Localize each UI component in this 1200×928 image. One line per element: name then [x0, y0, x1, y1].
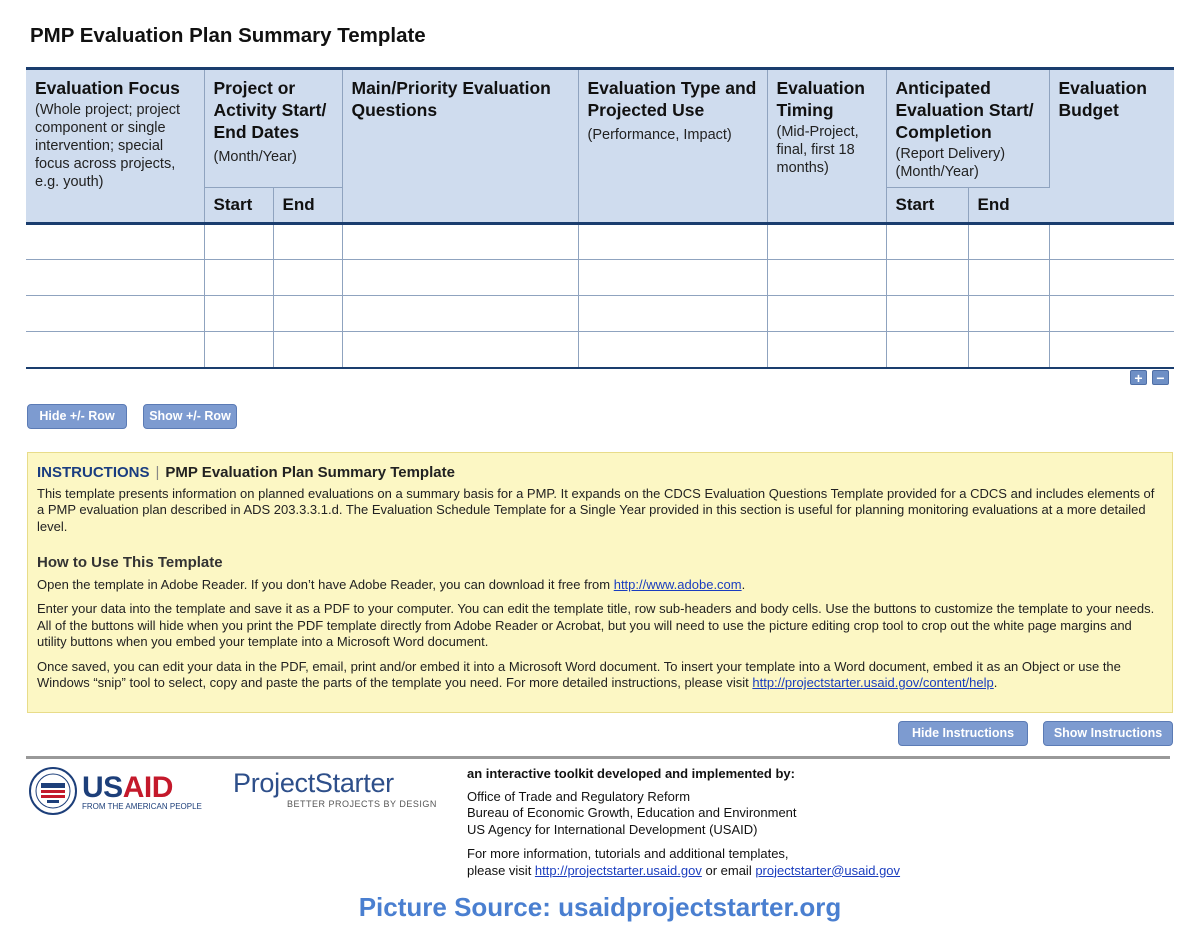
evaluation-plan-table [26, 67, 1174, 369]
table-row [26, 224, 1174, 260]
table-cell[interactable] [1049, 224, 1174, 260]
table-cell[interactable] [968, 260, 1049, 296]
table-cell[interactable] [273, 296, 342, 332]
table-cell[interactable] [342, 224, 578, 260]
table-cell[interactable] [578, 332, 767, 368]
subheader-anticipated-end[interactable]: End [968, 188, 1049, 224]
table-cell[interactable] [578, 296, 767, 332]
col-header-evaluation-timing[interactable]: Evaluation Timing (Mid-Project, final, first 18 months) [767, 69, 886, 224]
help-link[interactable]: http://projectstarter.usaid.gov/content/help [752, 675, 994, 690]
table-cell[interactable] [342, 332, 578, 368]
instructions-intro: This template presents information on planned evaluations on a summary basis for a PMP. It expands on the CDCS Evaluation Questions Template provided for a CDCS and includes elements of a PMP evaluation plan described in ADS 203.3.3.1.d. The Evaluation Schedule Template for a Single Year provided in this section is useful for planning monitoring evaluations at a more detailed level. [37, 485, 1155, 534]
instructions-heading: INSTRUCTIONS | PMP Evaluation Plan Summary Template [37, 464, 455, 481]
table-cell[interactable] [26, 332, 204, 368]
table-cell[interactable] [886, 224, 968, 260]
table-cell[interactable] [767, 332, 886, 368]
table-cell[interactable] [26, 224, 204, 260]
table-cell[interactable] [1049, 332, 1174, 368]
table-cell[interactable] [767, 224, 886, 260]
table-cell[interactable] [342, 296, 578, 332]
how-to-heading: How to Use This Template [37, 554, 223, 571]
add-row-button[interactable]: + [1130, 370, 1147, 385]
col-header-questions[interactable]: Main/Priority Evaluation Questions [342, 69, 578, 224]
developed-by-label: an interactive toolkit developed and implemented by: [467, 766, 795, 781]
table-cell[interactable] [273, 332, 342, 368]
more-info-contact: please visit http://projectstarter.usaid.gov or email projectstarter@usaid.gov [467, 862, 901, 878]
table-cell[interactable] [968, 296, 1049, 332]
table-cell[interactable] [273, 260, 342, 296]
table-cell[interactable] [968, 332, 1049, 368]
table-row [26, 332, 1174, 368]
office-line: Office of Trade and Regulatory Reform [467, 788, 691, 804]
more-info-line: For more information, tutorials and additional templates, [467, 846, 789, 861]
hide-row-button[interactable]: Hide +/- Row [27, 404, 127, 429]
hide-instructions-button[interactable]: Hide Instructions [898, 721, 1028, 746]
table-cell[interactable] [26, 260, 204, 296]
remove-row-button[interactable]: − [1152, 370, 1169, 385]
office-line: US Agency for International Development (USAID) [467, 821, 758, 837]
col-header-evaluation-focus[interactable]: Evaluation Focus (Whole project; project component or single intervention; special focus across projects, e.g. youth) [26, 69, 204, 224]
table-cell[interactable] [204, 260, 273, 296]
instructions-step-3: Once saved, you can edit your data in the PDF, email, print and/or embed it into a Microsoft Word document. To insert your template into a Word document, embed it as an Object or use the Windows “snip” tool to select, copy and paste the parts of the template you need. For more detailed instructions, please visit http://projectstarter.usaid.gov/content/help. [37, 658, 1121, 690]
subheader-anticipated-start[interactable]: Start [886, 188, 968, 224]
show-instructions-button[interactable]: Show Instructions [1043, 721, 1173, 746]
adobe-link[interactable]: http://www.adobe.com [613, 576, 742, 592]
table-cell[interactable] [273, 224, 342, 260]
page-title: PMP Evaluation Plan Summary Template [30, 24, 426, 47]
projectstarter-tagline: BETTER PROJECTS BY DESIGN [287, 799, 437, 809]
table-cell[interactable] [204, 332, 273, 368]
col-header-anticipated-completion[interactable]: Anticipated Evaluation Start/ Completion (Report Delivery) (Month/Year) [886, 69, 1049, 188]
table-cell[interactable] [204, 296, 273, 332]
office-line: Bureau of Economic Growth, Education and Environment [467, 805, 797, 820]
subheader-project-start[interactable]: Start [204, 188, 273, 224]
table-cell[interactable] [767, 260, 886, 296]
table-cell[interactable] [342, 260, 578, 296]
table-cell[interactable] [886, 296, 968, 332]
instructions-step-1: Open the template in Adobe Reader. If you don’t have Adobe Reader, you can download it free from http://www.adobe.com. [37, 576, 746, 592]
col-header-project-dates[interactable]: Project or Activity Start/ End Dates (Month/Year) [204, 69, 342, 188]
usaid-logo: USAID [82, 771, 173, 804]
table-cell[interactable] [26, 296, 204, 332]
table-cell[interactable] [1049, 260, 1174, 296]
picture-source-caption: Picture Source: usaidprojectstarter.org [358, 892, 842, 922]
projectstarter-logo: ProjectStarter [233, 768, 394, 798]
instructions-panel [27, 452, 1173, 713]
table-cell[interactable] [1049, 296, 1174, 332]
footer-divider [26, 756, 1170, 759]
table-row [26, 296, 1174, 332]
usaid-tagline: FROM THE AMERICAN PEOPLE [82, 802, 202, 811]
table-cell[interactable] [578, 260, 767, 296]
projectstarter-link[interactable]: http://projectstarter.usaid.gov [534, 862, 702, 878]
show-row-button[interactable]: Show +/- Row [143, 404, 237, 429]
table-cell[interactable] [886, 260, 968, 296]
table-cell[interactable] [968, 224, 1049, 260]
table-row [26, 260, 1174, 296]
email-link[interactable]: projectstarter@usaid.gov [755, 862, 901, 878]
usaid-seal-icon [29, 767, 77, 815]
table-cell[interactable] [767, 296, 886, 332]
footer-credits [467, 766, 900, 879]
instructions-step-2: Enter your data into the template and save it as a PDF to your computer. You can edit the template title, row sub-headers and body cells. Use the buttons to customize the template to your needs. All of the buttons will hide when you print the PDF template directly from Adobe Reader or Acrobat, but you will need to use the picture editing crop tool to crop out the white page margins and utility buttons when you embed your template into a Microsoft Word document. [37, 601, 1155, 649]
table-cell[interactable] [204, 224, 273, 260]
table-cell[interactable] [886, 332, 968, 368]
subheader-project-end[interactable]: End [273, 188, 342, 224]
col-header-evaluation-type[interactable]: Evaluation Type and Projected Use (Performance, Impact) [578, 69, 767, 224]
table-cell[interactable] [578, 224, 767, 260]
col-header-evaluation-budget[interactable]: Evaluation Budget [1049, 69, 1174, 224]
